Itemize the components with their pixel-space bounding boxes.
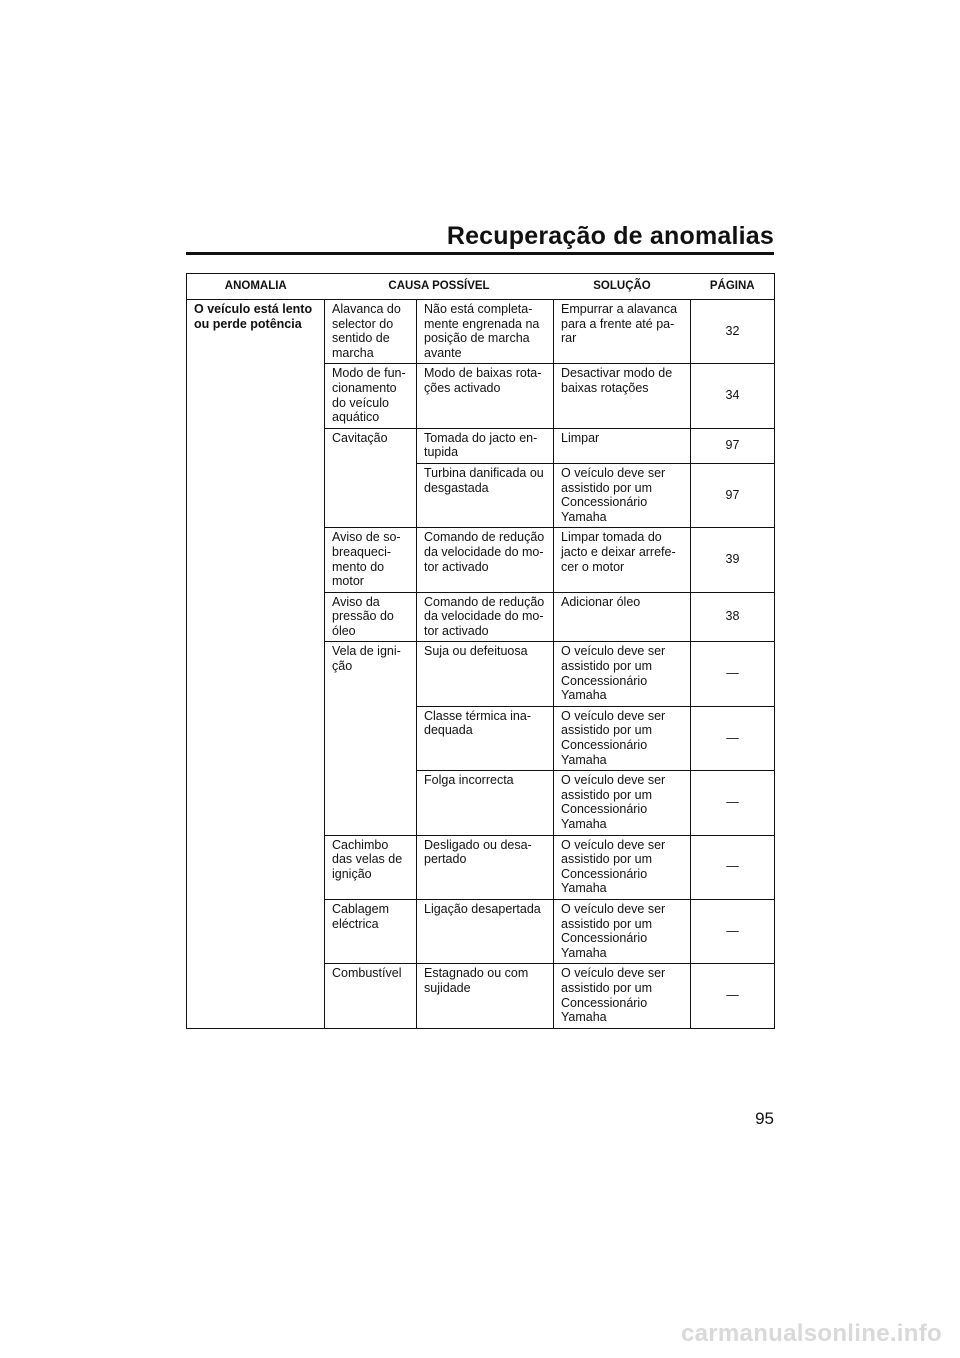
cause-cell: Aviso de so- breaqueci- mento do motor [325,528,417,592]
header-page: PÁGINA [691,274,775,300]
cause-cell: Cachimbo das velas de ignição [325,835,417,899]
solution-cell: Empurrar a alavanca para a frente até pa- rar [554,300,691,364]
cause-detail-cell: Comando de redução da velocidade do mo- tor activado [417,528,554,592]
solution-cell: Adicionar óleo [554,592,691,642]
cause-cell: Alavanca do selector do sentido de marcha [325,300,417,364]
solution-cell: O veículo deve ser assistido por um Concessionário Yamaha [554,771,691,835]
table-header-row [187,274,775,300]
cause-detail-cell: Desligado ou desa- pertado [417,835,554,899]
cause-cell: Cablagem eléctrica [325,899,417,963]
watermark: carmanualsonline.info [680,1320,942,1347]
page-ref-cell: 34 [691,364,775,428]
page-ref-cell: 32 [691,300,775,364]
page-ref-cell: 38 [691,592,775,642]
page-title: Recuperação de anomalias [446,222,774,250]
cause-detail-cell: Tomada do jacto en- tupida [417,428,554,463]
page-ref-cell: — [691,899,775,963]
cause-detail-cell: Modo de baixas rota- ções activado [417,364,554,428]
page-ref-cell: 97 [691,428,775,463]
cause-detail-cell: Ligação desapertada [417,899,554,963]
header-solution: SOLUÇÃO [554,274,691,300]
solution-cell: Limpar tomada do jacto e deixar arrefe- cer o motor [554,528,691,592]
solution-cell: O veículo deve ser assistido por um Concessionário Yamaha [554,642,691,706]
title-rule [186,252,774,255]
cause-detail-cell: Classe térmica ina- dequada [417,706,554,770]
cause-cell: Vela de igni- ção [325,642,417,835]
cause-detail-cell: Comando de redução da velocidade do mo- tor activado [417,592,554,642]
troubleshooting-table [186,273,775,1029]
page-ref-cell: — [691,706,775,770]
cause-cell: Cavitação [325,428,417,528]
cause-cell: Combustível [325,964,417,1028]
header-anomaly: ANOMALIA [187,274,325,300]
cause-detail-cell: Estagnado ou com sujidade [417,964,554,1028]
cause-detail-cell: Turbina danificada ou desgastada [417,463,554,527]
solution-cell: Desactivar modo de baixas rotações [554,364,691,428]
solution-cell: O veículo deve ser assistido por um Concessionário Yamaha [554,835,691,899]
cause-cell: Modo de fun- cionamento do veículo aquático [325,364,417,428]
cause-detail-cell: Suja ou defeituosa [417,642,554,706]
cause-detail-cell: Não está completa- mente engrenada na posição de marcha avante [417,300,554,364]
header-cause: CAUSA POSSÍVEL [325,274,554,300]
page-ref-cell: — [691,964,775,1028]
page-ref-cell: — [691,642,775,706]
solution-cell: O veículo deve ser assistido por um Concessionário Yamaha [554,964,691,1028]
solution-cell: Limpar [554,428,691,463]
page-ref-cell: 97 [691,463,775,527]
solution-cell: O veículo deve ser assistido por um Concessionário Yamaha [554,463,691,527]
page-ref-cell: — [691,771,775,835]
solution-cell: O veículo deve ser assistido por um Concessionário Yamaha [554,706,691,770]
page-ref-cell: — [691,835,775,899]
table-body [187,300,775,1029]
anomaly-cell: O veículo está lento ou perde potência [187,300,325,1029]
solution-cell: O veículo deve ser assistido por um Concessionário Yamaha [554,899,691,963]
cause-cell: Aviso da pressão do óleo [325,592,417,642]
page-ref-cell: 39 [691,528,775,592]
cause-detail-cell: Folga incorrecta [417,771,554,835]
table-row [187,300,775,364]
page-number: 95 [755,1109,774,1128]
